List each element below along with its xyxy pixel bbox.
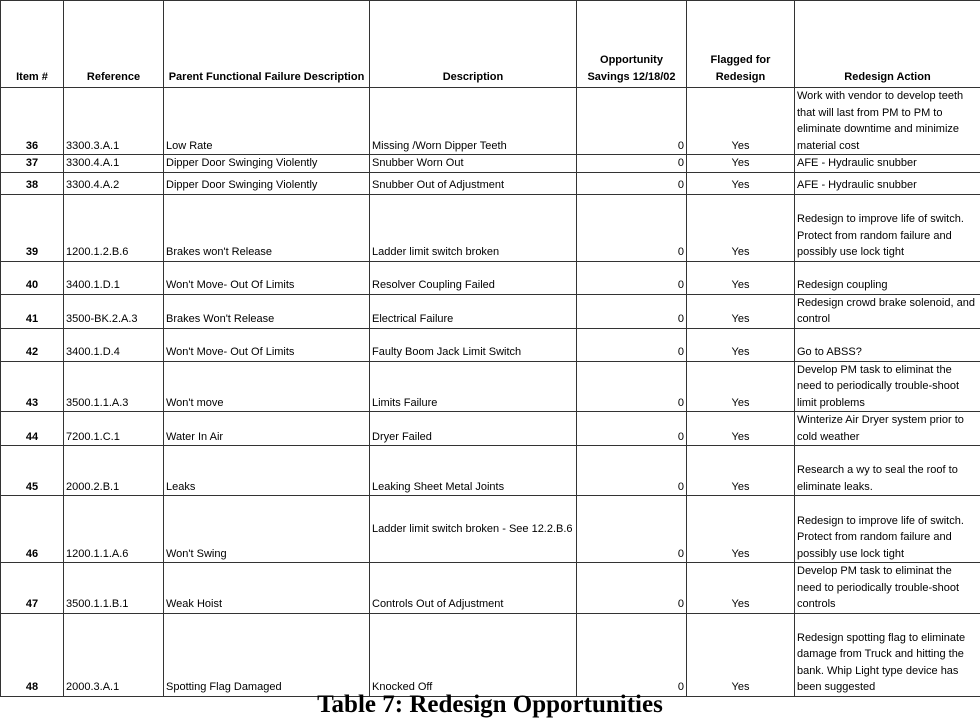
- cell-reference: 3300.3.A.1: [64, 88, 164, 155]
- cell-flagged: Yes: [687, 328, 795, 361]
- table-row: [1, 261, 980, 294]
- table-row: [1, 613, 980, 696]
- cell-description: Snubber Worn Out: [370, 155, 577, 173]
- cell-savings: 0: [577, 496, 687, 563]
- cell-flagged: Yes: [687, 88, 795, 155]
- cell-savings: 0: [577, 261, 687, 294]
- cell-parent: Won't Move- Out Of Limits: [164, 328, 370, 361]
- cell-action: Work with vendor to develop teeth that will last from PM to PM to eliminate downtime and minimize material cost: [795, 88, 980, 155]
- cell-item: 42: [1, 328, 64, 361]
- cell-savings: 0: [577, 328, 687, 361]
- table-row: [1, 496, 980, 563]
- cell-description: Resolver Coupling Failed: [370, 261, 577, 294]
- header-parent-failure: Parent Functional Failure Description: [164, 1, 370, 88]
- cell-description: Leaking Sheet Metal Joints: [370, 446, 577, 496]
- cell-flagged: Yes: [687, 172, 795, 194]
- cell-parent: Dipper Door Swinging Violently: [164, 172, 370, 194]
- cell-description: Missing /Worn Dipper Teeth: [370, 88, 577, 155]
- cell-reference: 2000.3.A.1: [64, 613, 164, 696]
- cell-savings: 0: [577, 613, 687, 696]
- cell-item: 38: [1, 172, 64, 194]
- cell-item: 48: [1, 613, 64, 696]
- cell-parent: Brakes won't Release: [164, 194, 370, 261]
- cell-savings: 0: [577, 194, 687, 261]
- cell-parent: Low Rate: [164, 88, 370, 155]
- cell-action: Go to ABSS?: [795, 328, 980, 361]
- cell-flagged: Yes: [687, 412, 795, 446]
- table-row: [1, 194, 980, 261]
- cell-item: 46: [1, 496, 64, 563]
- table-row: [1, 563, 980, 614]
- cell-action: Redesign crowd brake solenoid, and control: [795, 294, 980, 328]
- cell-action: Redesign spotting flag to eliminate damage from Truck and hitting the bank. Whip Light type device has been suggested: [795, 613, 980, 696]
- header-flagged: Flagged for Redesign: [687, 1, 795, 88]
- cell-description: Limits Failure: [370, 361, 577, 412]
- cell-action: Develop PM task to eliminat the need to periodically trouble-shoot controls: [795, 563, 980, 614]
- cell-item: 40: [1, 261, 64, 294]
- cell-item: 45: [1, 446, 64, 496]
- cell-item: 36: [1, 88, 64, 155]
- cell-savings: 0: [577, 155, 687, 173]
- cell-savings: 0: [577, 412, 687, 446]
- header-row: [1, 1, 980, 88]
- cell-parent: Weak Hoist: [164, 563, 370, 614]
- cell-reference: 7200.1.C.1: [64, 412, 164, 446]
- cell-action: Winterize Air Dryer system prior to cold weather: [795, 412, 980, 446]
- cell-reference: 3400.1.D.1: [64, 261, 164, 294]
- cell-reference: 2000.2.B.1: [64, 446, 164, 496]
- cell-savings: 0: [577, 294, 687, 328]
- cell-reference: 3500-BK.2.A.3: [64, 294, 164, 328]
- cell-parent: Spotting Flag Damaged: [164, 613, 370, 696]
- header-description: Description: [370, 1, 577, 88]
- cell-item: 43: [1, 361, 64, 412]
- cell-action: Redesign to improve life of switch. Protect from random failure and possibly use lock tight: [795, 194, 980, 261]
- cell-reference: 3300.4.A.2: [64, 172, 164, 194]
- cell-parent: Won't move: [164, 361, 370, 412]
- cell-parent: Water In Air: [164, 412, 370, 446]
- header-item: Item #: [1, 1, 64, 88]
- cell-description: Controls Out of Adjustment: [370, 563, 577, 614]
- cell-parent: Brakes Won't Release: [164, 294, 370, 328]
- cell-savings: 0: [577, 88, 687, 155]
- cell-flagged: Yes: [687, 294, 795, 328]
- table-row: [1, 155, 980, 173]
- table-row: [1, 446, 980, 496]
- table-row: [1, 328, 980, 361]
- cell-reference: 1200.1.1.A.6: [64, 496, 164, 563]
- cell-action: Redesign coupling: [795, 261, 980, 294]
- cell-item: 37: [1, 155, 64, 173]
- cell-description: Knocked Off: [370, 613, 577, 696]
- cell-description: Ladder limit switch broken - See 12.2.B.6: [370, 496, 577, 563]
- cell-flagged: Yes: [687, 613, 795, 696]
- cell-savings: 0: [577, 446, 687, 496]
- cell-action: Redesign to improve life of switch. Protect from random failure and possibly use lock tight: [795, 496, 980, 563]
- cell-flagged: Yes: [687, 496, 795, 563]
- header-action: Redesign Action: [795, 1, 980, 88]
- table-row: [1, 88, 980, 155]
- cell-parent: Won't Move- Out Of Limits: [164, 261, 370, 294]
- cell-savings: 0: [577, 361, 687, 412]
- cell-reference: 3300.4.A.1: [64, 155, 164, 173]
- cell-flagged: Yes: [687, 361, 795, 412]
- cell-action: AFE - Hydraulic snubber: [795, 172, 980, 194]
- cell-flagged: Yes: [687, 446, 795, 496]
- cell-item: 41: [1, 294, 64, 328]
- table-row: [1, 361, 980, 412]
- cell-flagged: Yes: [687, 194, 795, 261]
- cell-description: Electrical Failure: [370, 294, 577, 328]
- table-row: [1, 172, 980, 194]
- table-caption: Table 7: Redesign Opportunities: [317, 691, 663, 718]
- cell-item: 47: [1, 563, 64, 614]
- cell-parent: Leaks: [164, 446, 370, 496]
- cell-parent: Won't Swing: [164, 496, 370, 563]
- table-row: [1, 412, 980, 446]
- cell-action: Develop PM task to eliminat the need to periodically trouble-shoot limit problems: [795, 361, 980, 412]
- header-reference: Reference: [64, 1, 164, 88]
- cell-flagged: Yes: [687, 155, 795, 173]
- cell-reference: 1200.1.2.B.6: [64, 194, 164, 261]
- cell-description: Dryer Failed: [370, 412, 577, 446]
- cell-flagged: Yes: [687, 563, 795, 614]
- cell-reference: 3400.1.D.4: [64, 328, 164, 361]
- cell-item: 39: [1, 194, 64, 261]
- cell-savings: 0: [577, 563, 687, 614]
- cell-description: Faulty Boom Jack Limit Switch: [370, 328, 577, 361]
- cell-reference: 3500.1.1.A.3: [64, 361, 164, 412]
- header-savings: Opportunity Savings 12/18/02: [577, 1, 687, 88]
- cell-item: 44: [1, 412, 64, 446]
- cell-savings: 0: [577, 172, 687, 194]
- cell-action: Research a wy to seal the roof to eliminate leaks.: [795, 446, 980, 496]
- cell-parent: Dipper Door Swinging Violently: [164, 155, 370, 173]
- cell-description: Snubber Out of Adjustment: [370, 172, 577, 194]
- cell-reference: 3500.1.1.B.1: [64, 563, 164, 614]
- cell-flagged: Yes: [687, 261, 795, 294]
- cell-description: Ladder limit switch broken: [370, 194, 577, 261]
- cell-action: AFE - Hydraulic snubber: [795, 155, 980, 173]
- table-row: [1, 294, 980, 328]
